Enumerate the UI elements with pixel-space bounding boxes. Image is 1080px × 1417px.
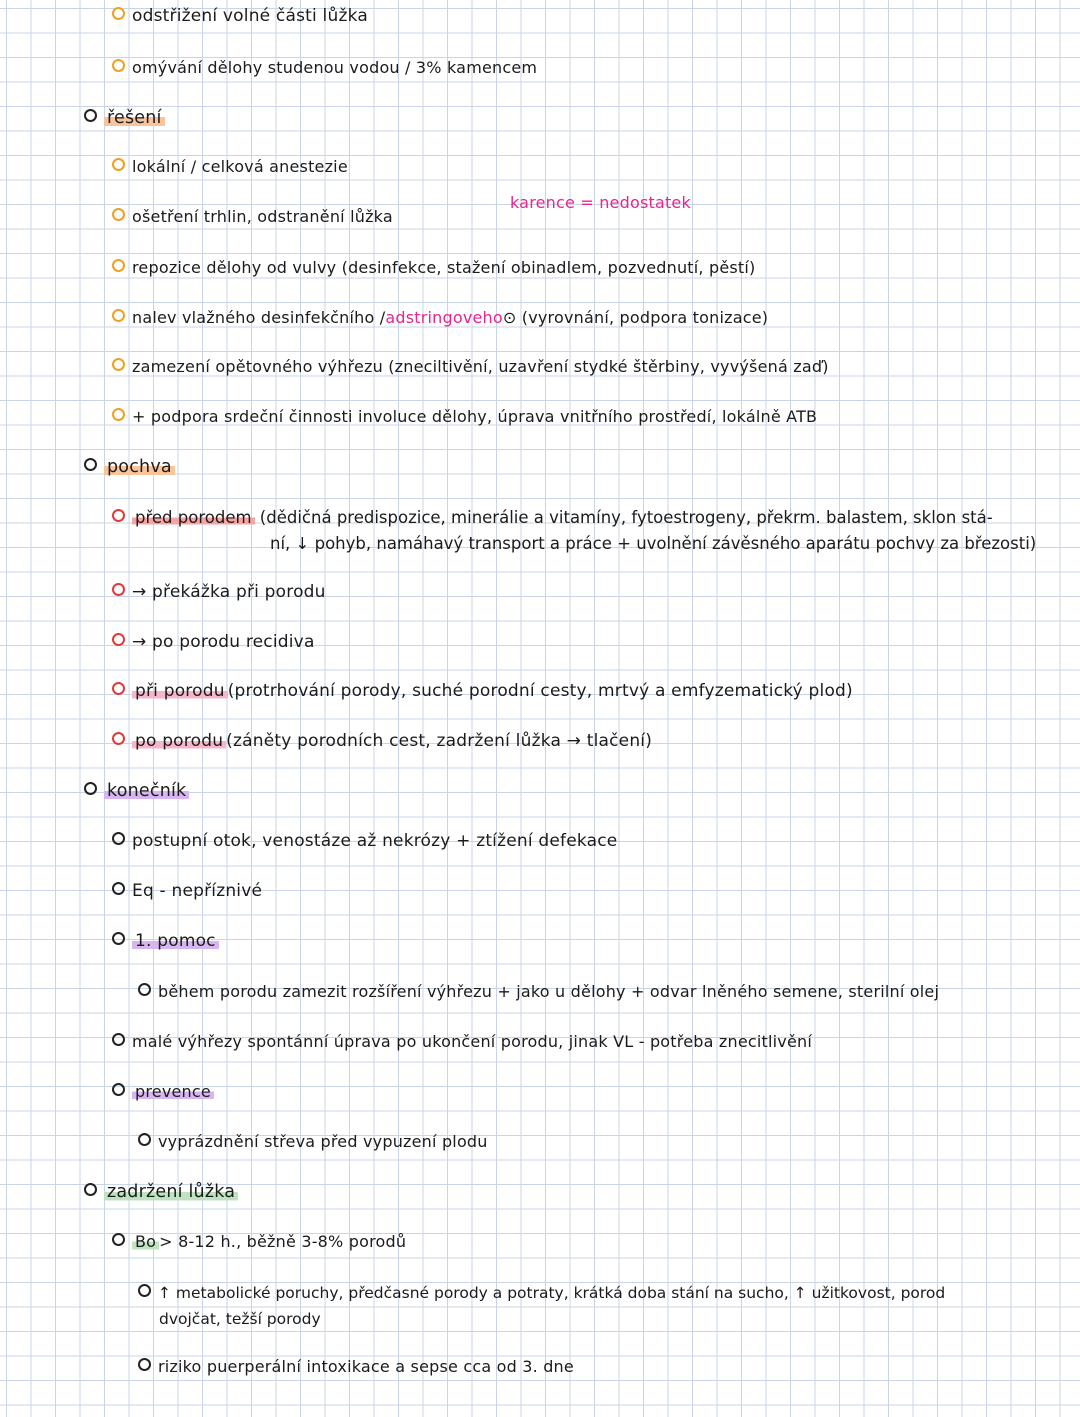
section-heading	[84, 108, 165, 128]
note-line	[112, 681, 853, 701]
note-block	[112, 505, 1072, 557]
note-line	[112, 58, 537, 77]
note-line	[138, 1357, 574, 1376]
note-line	[138, 1132, 488, 1151]
bullet-icon	[84, 1183, 97, 1196]
note-text: lokální / celková anestezie	[132, 157, 348, 176]
note-text: odstřižení volné části lůžka	[132, 6, 368, 26]
note-row	[112, 505, 1072, 531]
bullet-icon	[112, 832, 125, 845]
bullet-icon	[112, 1083, 125, 1096]
note-line	[112, 831, 617, 851]
definition-note	[510, 193, 691, 212]
note-line	[112, 731, 652, 751]
note-line	[112, 582, 326, 602]
bullet-icon	[138, 1358, 151, 1371]
bullet-icon	[112, 1233, 125, 1246]
note-text: ↑ metabolické poruchy, předčasné porody a potraty, krátká doba stání na sucho, ↑ užitkovost, porod	[158, 1284, 946, 1302]
note-line	[112, 6, 368, 26]
bullet-icon	[112, 7, 125, 20]
section-heading	[84, 1182, 238, 1202]
note-row	[112, 531, 1072, 557]
bullet-icon	[84, 109, 97, 122]
section-heading	[84, 781, 189, 801]
bullet-icon	[112, 259, 125, 272]
note-line	[112, 632, 315, 652]
note-text-accent: adstringoveho	[385, 308, 503, 327]
bullet-icon	[112, 882, 125, 895]
bullet-icon	[112, 583, 125, 596]
note-line	[112, 308, 768, 327]
note-text: (záněty porodních cest, zadržení lůžka → tlačení)	[226, 731, 653, 751]
bullet-icon	[112, 309, 125, 322]
subheading-text: po porodu	[132, 731, 226, 751]
note-line	[112, 157, 348, 176]
bullet-icon	[112, 158, 125, 171]
bullet-icon	[112, 358, 125, 371]
note-text: omývání dělohy studenou vodou / 3% kamencem	[132, 58, 538, 77]
bullet-icon	[112, 1033, 125, 1046]
bullet-icon	[112, 932, 125, 945]
note-text: (dědičná predispozice, minerálie a vitamíny, fytoestrogeny, překrm. balastem, sklon stá-	[254, 508, 993, 527]
bullet-icon	[112, 59, 125, 72]
note-line	[112, 931, 219, 951]
heading-text: zadržení lůžka	[104, 1182, 238, 1202]
note-line	[112, 207, 393, 226]
bullet-icon	[112, 408, 125, 421]
note-row	[138, 1306, 1068, 1332]
note-line	[112, 1232, 406, 1251]
note-text: zamezení opětovného výhřezu (zneciltivění, uzavření stydké štěrbiny, vyvýšená zaď)	[132, 357, 829, 376]
note-row	[138, 1280, 1068, 1306]
bullet-icon	[112, 633, 125, 646]
note-text: repozice dělohy od vulvy (desinfekce, stažení obinadlem, pozvednutí, pěstí)	[132, 258, 756, 277]
bullet-icon	[112, 509, 125, 522]
bullet-icon	[112, 208, 125, 221]
subheading-text: Bo	[132, 1232, 159, 1251]
note-text: ⊙ (vyrovnání, podpora tonizace)	[502, 308, 769, 327]
heading-text: řešení	[104, 108, 165, 128]
bullet-icon	[112, 732, 125, 745]
note-block	[138, 1280, 1068, 1332]
subheading-text: před porodem	[132, 508, 255, 527]
bullet-icon	[138, 1133, 151, 1146]
note-line	[112, 1082, 214, 1101]
note-text: (protrhování porody, suché porodní cesty, mrtvý a emfyzematický plod)	[227, 681, 853, 701]
subheading-text: 1. pomoc	[132, 931, 219, 951]
note-text: ní, ↓ pohyb, namáhavý transport a práce + uvolnění závěsného aparátu pochvy za březosti)	[270, 534, 1037, 553]
note-line	[112, 881, 262, 901]
note-text: > 8-12 h., běžně 3-8% porodů	[159, 1232, 407, 1251]
note-text: + podpora srdeční činnosti involuce dělohy, úprava vnitřního prostředí, lokálně ATB	[132, 407, 818, 426]
section-heading	[84, 457, 175, 477]
bullet-icon	[84, 782, 97, 795]
note-text: nalev vlažného desinfekčního /	[132, 308, 386, 327]
note-text: dvojčat, težší porody	[159, 1310, 321, 1328]
note-line	[112, 1032, 812, 1051]
bullet-icon	[138, 1284, 151, 1297]
heading-text: pochva	[104, 457, 175, 477]
note-line	[112, 407, 817, 426]
bullet-icon	[112, 682, 125, 695]
note-text: karence = nedostatek	[510, 193, 691, 212]
note-text: malé výhřezy spontánní úprava po ukončení porodu, jinak VL - potřeba znecitlivění	[132, 1032, 812, 1051]
note-text: postupní otok, venostáze až nekrózy + ztížení defekace	[132, 831, 618, 851]
note-text: vyprázdnění střeva před vypuzení plodu	[158, 1132, 488, 1151]
note-text: riziko puerperální intoxikace a sepse cca od 3. dne	[158, 1357, 574, 1376]
note-text: Eq - nepříznivé	[132, 881, 263, 901]
note-line	[112, 357, 829, 376]
note-text: → překážka při porodu	[132, 582, 326, 602]
heading-text: konečník	[104, 781, 189, 801]
note-line	[112, 258, 756, 277]
subheading-text: prevence	[132, 1082, 214, 1101]
note-text: během porodu zamezit rozšíření výhřezu + jako u dělohy + odvar lněného semene, sterilní olej	[158, 982, 940, 1001]
note-text: → po porodu recidiva	[132, 632, 315, 652]
bullet-icon	[84, 458, 97, 471]
note-line	[138, 982, 939, 1001]
bullet-icon	[138, 983, 151, 996]
note-text: ošetření trhlin, odstranění lůžka	[132, 207, 393, 226]
subheading-text: při porodu	[132, 681, 228, 701]
